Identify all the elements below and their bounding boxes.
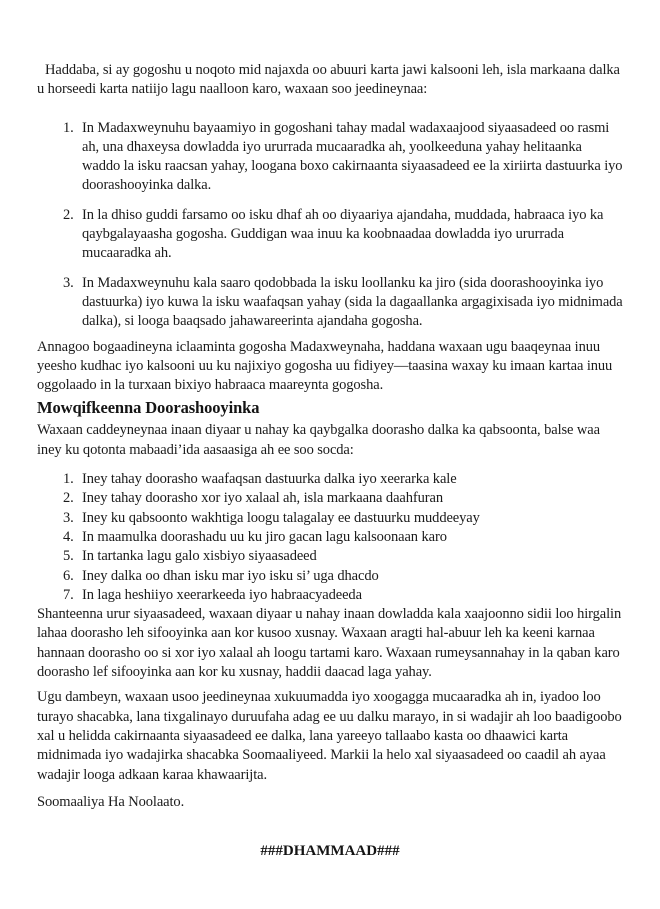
principle-item-4: In maamulka doorashadu uu ku jiro gacan lagu kalsoonaan karo — [82, 528, 447, 545]
section-heading: Mowqifkeenna Doorashooyinka — [37, 398, 260, 418]
principle-item-6: Iney dalka oo dhan isku mar iyo isku si’ uga dhacdo — [82, 567, 379, 584]
final-call-paragraph: Ugu dambeyn, waxaan usoo jeedineynaa xukuumadda iyo xoogagga mucaaradka ah in, iyadoo loo turayo shacabka, lana tixgalinayo duruufaha adag ee uu dalku marayo, in si wadajir ah loo baadigoobo xal u helidda cakirnaanta siyaasadeed ee dalka, lana yareeyo tallaabo kasta oo dhaawici karta midnimada iyo wadajirka shacabka Soomaaliyeed. Markii la helo xal siyaasadeed oo caadil ah ayaa wadajir looga adkaan karaa khawaarijta. — [37, 689, 622, 783]
proposals-list — [37, 119, 623, 332]
proposal-item-3: In Madaxweynuhu kala saaro qodobbada la isku loollanku ka jiro (sida doorashooyinka iyo dastuurka) iyo kuwa la isku waafaqsan yahay (sida la dagaallanka argagixisada iyo midnimada dalka), si looga baaqsado jahawareerinta ajandaha gogosha. — [82, 274, 623, 330]
principle-item-3: Iney ku qabsoonto wakhtiga loogu talagalay ee dastuurku muddeeyay — [82, 509, 480, 526]
principle-item-5: In tartanka lagu galo xisbiyo siyaasadeed — [82, 548, 317, 565]
negotiation-paragraph: Shanteenna urur siyaasadeed, waxaan diyaar u nahay inaan dowladda kala xaajoonno sidii loo hirgalin lahaa doorasho leh sifooyinka aan kor kusoo xusnay. Waxaan aragti hal-abuur leh ka keeni karnaa hannaan doorasho oo si xor iyo xalaal ah loogu tartami karo. Waxaan rumeysannahay in la qaban karo doorasho lef sifooyinka aan kor ku xusnay, haddii daacad laga yahay. — [37, 606, 622, 681]
end-of-document-marker: ###DHAMMAAD### — [260, 843, 400, 860]
intro-paragraph: Haddaba, si ay gogoshu u noqoto mid najaxda oo abuuri karta jawi kalsooni leh, isla markaana dalka u horseedi karta natiijo lagu naalloon karo, waxaan soo jeedineynaa: — [37, 62, 620, 98]
proposal-item-1: In Madaxweynuhu bayaamiyo in gogoshani tahay madal wadaxaajood siyaasadeed oo rasmi ah, una dhaxeysa dowladda iyo ururrada mucaaradka ah, yoolkeeduna yahay helitaanka waddo la isku raacsan yahay, loogana boxo cakirnaanta siyaasadeed ee la xiriirta dastuurka iyo doorashooyinka dalka. — [82, 119, 623, 194]
principle-item-7: In laga heshiiyo xeerarkeeda iyo habraacyadeeda — [82, 586, 362, 603]
principle-item-2: Iney tahay doorasho xor iyo xalaal ah, isla markaana daahfuran — [82, 490, 443, 507]
closing-line: Soomaaliya Ha Noolaato. — [37, 793, 185, 810]
proposal-item-2: In la dhiso guddi farsamo oo isku dhaf ah oo diyaariya ajandaha, muddada, habraaca iyo ka qaybgalayaasha gogosha. Guddigan waa inuu ka koobnaadaa dowladda iyo ururrada mucaaradka ah. — [82, 206, 604, 262]
section-lead-paragraph: Waxaan caddeyneynaa inaan diyaar u nahay ka qaybgalka doorasho dalka ka qabsoonta, balse waa iney ku qotonta mabaadi’ida aasaasiga ah ee soo socda: — [37, 422, 600, 458]
commendation-paragraph: Annagoo bogaadineyna iclaaminta gogosha Madaxweynaha, haddana waxaan ugu baaqeynaa inuu yeesho kudhac iyo kalsooni uu ku najixiyo gogosha uu fidiyey—taasina waxay ku imaan kartaa inuu oggolaado in la turxaan bixiyo habraaca maareynta gogosha. — [37, 338, 613, 394]
principles-list — [37, 470, 623, 605]
principle-item-1: Iney tahay doorasho waafaqsan dastuurka dalka iyo xeerarka kale — [82, 471, 457, 488]
